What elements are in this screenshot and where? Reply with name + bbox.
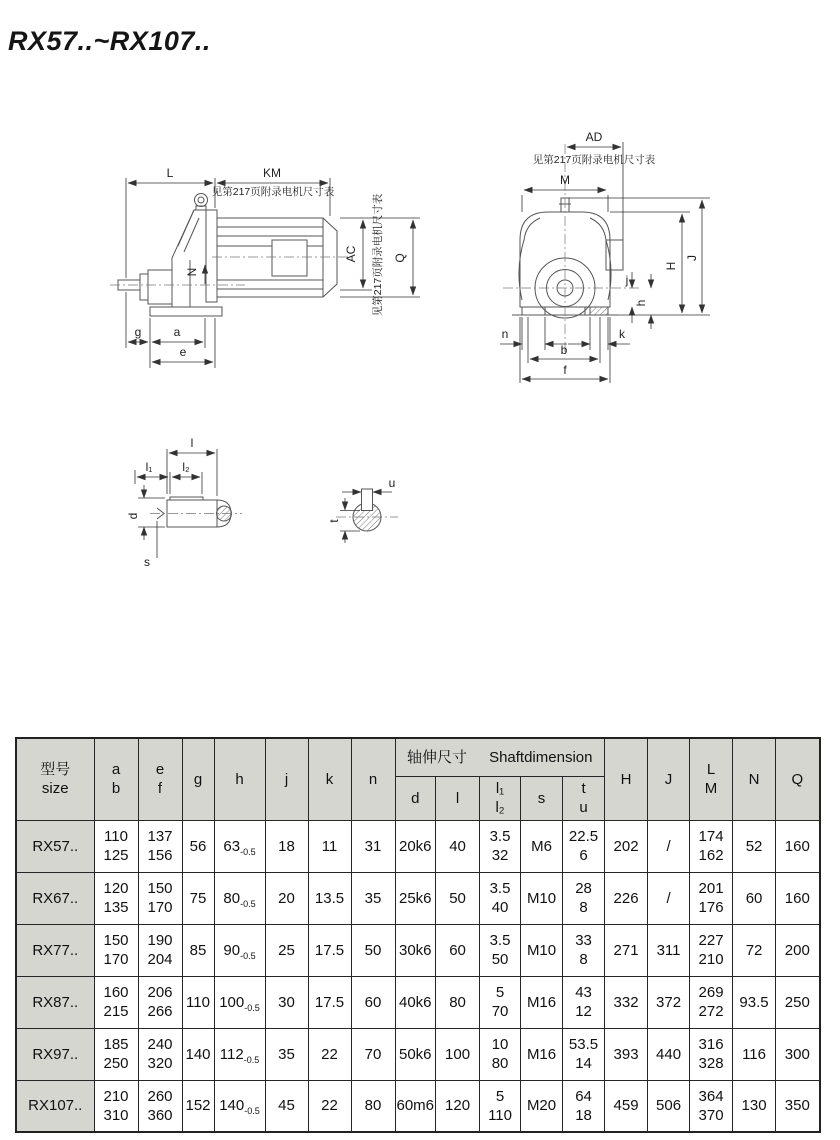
- cell-LM: [690, 924, 733, 976]
- header-line: l₁: [495, 780, 505, 797]
- cell-J: 311: [648, 924, 690, 976]
- cell-line: 137: [147, 828, 173, 845]
- cell-k: 13.5: [308, 872, 351, 924]
- cell-LM: [690, 872, 733, 924]
- cell-d: 25k6: [395, 872, 436, 924]
- cell-line: 185: [103, 1036, 129, 1053]
- cell-ab: [94, 872, 138, 924]
- col-header-h: h: [214, 738, 265, 820]
- table-row: [16, 924, 820, 976]
- cell-model: RX67..: [16, 872, 94, 924]
- col-header-LM: [690, 738, 733, 820]
- cell-j: 35: [265, 1028, 308, 1080]
- header-line: t: [581, 780, 586, 797]
- cell-N: 130: [733, 1080, 776, 1132]
- motor-note-rotated: 见第217页附录电机尺寸表: [372, 193, 384, 317]
- col-header-n: n: [351, 738, 395, 820]
- cell-N: 52: [733, 820, 776, 872]
- cell-line: 5: [495, 984, 505, 1001]
- cell-line: 240: [147, 1036, 173, 1053]
- dim-label-H: H: [664, 261, 678, 271]
- col-header-H: H: [605, 738, 648, 820]
- header-line: size: [41, 780, 69, 798]
- dimension-table: [15, 737, 821, 1133]
- cell-J: /: [648, 872, 690, 924]
- drawings-svg: [0, 100, 840, 580]
- dim-label-n: n: [501, 327, 509, 341]
- col-header-l1l2: [480, 776, 521, 820]
- cell-H: 271: [605, 924, 648, 976]
- cell-line: 14: [575, 1055, 592, 1072]
- cell-tu: [563, 924, 605, 976]
- front-view-drawing: [500, 130, 710, 383]
- dim-label-l: l: [190, 436, 194, 450]
- cell-l1l2: [480, 872, 521, 924]
- dim-label-t: t: [327, 519, 341, 523]
- cell-l1l2: [480, 924, 521, 976]
- dim-label-h: h: [634, 299, 648, 307]
- cell-tu: [563, 1028, 605, 1080]
- col-header-k: k: [308, 738, 351, 820]
- cell-J: 372: [648, 976, 690, 1028]
- cell-n: 60: [351, 976, 395, 1028]
- cell-line: 43: [575, 984, 592, 1001]
- dim-label-l2: l₂: [182, 460, 190, 474]
- cell-line: 201: [698, 880, 724, 897]
- cell-ef: [138, 924, 182, 976]
- technical-drawings: [0, 100, 840, 580]
- table-row: [16, 820, 820, 872]
- cell-ef: [138, 1028, 182, 1080]
- dim-label-u: u: [388, 476, 396, 490]
- cell-d: 40k6: [395, 976, 436, 1028]
- dim-label-KM: KM: [263, 166, 281, 180]
- cell-tu: [563, 820, 605, 872]
- table-row: [16, 976, 820, 1028]
- cell-line: 125: [103, 847, 129, 864]
- cell-line: 210: [103, 1087, 129, 1105]
- cell-line: 22.5: [568, 828, 599, 845]
- cell-model: RX77..: [16, 924, 94, 976]
- cell-h: [214, 872, 265, 924]
- header-line: b: [111, 780, 121, 798]
- cell-h: [214, 1080, 265, 1132]
- cell-k: 17.5: [308, 976, 351, 1028]
- dim-label-s: s: [144, 555, 150, 569]
- cell-h: [214, 1028, 265, 1080]
- dim-label-b: b: [560, 343, 568, 357]
- h-value: 100: [219, 993, 245, 1011]
- cell-line: 328: [698, 1055, 724, 1072]
- cell-Q: 200: [776, 924, 820, 976]
- cell-line: 360: [147, 1106, 173, 1124]
- cell-tu: [563, 976, 605, 1028]
- h-tolerance: -0.5: [244, 1002, 260, 1013]
- cell-ab: [94, 820, 138, 872]
- cell-s: M10: [521, 872, 563, 924]
- cell-ef: [138, 976, 182, 1028]
- motor-note-side: 见第217页附录电机尺寸表: [211, 186, 335, 198]
- cell-line: 210: [698, 951, 724, 968]
- cell-Q: 300: [776, 1028, 820, 1080]
- h-value: 90: [223, 941, 241, 959]
- cell-H: 332: [605, 976, 648, 1028]
- cell-h: [214, 820, 265, 872]
- cell-line: 204: [147, 951, 173, 968]
- cell-line: 120: [103, 880, 129, 897]
- cell-d: 50k6: [395, 1028, 436, 1080]
- cell-line: 12: [575, 1003, 592, 1020]
- cell-line: 3.5: [489, 880, 511, 897]
- col-header-d: d: [395, 776, 436, 820]
- cell-k: 17.5: [308, 924, 351, 976]
- cell-model: RX87..: [16, 976, 94, 1028]
- cell-H: 393: [605, 1028, 648, 1080]
- h-value: 80: [223, 889, 241, 907]
- cell-line: 64: [575, 1087, 592, 1105]
- dim-label-N: N: [185, 267, 199, 277]
- header-line: L: [706, 761, 716, 779]
- h-tolerance: -0.5: [243, 1054, 260, 1065]
- h-tolerance: -0.5: [244, 1106, 260, 1117]
- h-tolerance: -0.5: [240, 846, 256, 857]
- cell-line: 316: [698, 1036, 724, 1053]
- col-header-model: [16, 738, 94, 820]
- cell-line: 50: [491, 951, 509, 968]
- col-header-Q: Q: [776, 738, 820, 820]
- cell-model: RX107..: [16, 1080, 94, 1132]
- cell-line: 190: [147, 932, 173, 949]
- cell-line: 10: [491, 1036, 509, 1053]
- dim-label-L: L: [166, 166, 174, 180]
- cell-line: 3.5: [489, 932, 511, 949]
- cell-line: 320: [147, 1055, 173, 1072]
- cell-line: 370: [698, 1106, 724, 1124]
- col-header-N: N: [733, 738, 776, 820]
- table-row: [16, 1028, 820, 1080]
- cell-k: 22: [308, 1028, 351, 1080]
- cell-j: 30: [265, 976, 308, 1028]
- cell-ab: [94, 976, 138, 1028]
- cell-line: 32: [491, 847, 509, 864]
- cell-line: 53.5: [568, 1036, 599, 1053]
- cell-l: 100: [436, 1028, 480, 1080]
- cell-g: 152: [182, 1080, 214, 1132]
- cell-model: RX57..: [16, 820, 94, 872]
- cell-ab: [94, 1080, 138, 1132]
- cell-line: 310: [103, 1106, 129, 1124]
- cell-n: 35: [351, 872, 395, 924]
- cell-line: 170: [147, 899, 173, 916]
- cell-n: 70: [351, 1028, 395, 1080]
- cell-l: 120: [436, 1080, 480, 1132]
- cell-line: 3.5: [489, 828, 511, 845]
- cell-J: 506: [648, 1080, 690, 1132]
- col-header-l: l: [436, 776, 480, 820]
- cell-line: 272: [698, 1003, 724, 1020]
- cell-s: M20: [521, 1080, 563, 1132]
- cell-line: 110: [488, 1106, 512, 1124]
- cell-d: 30k6: [395, 924, 436, 976]
- cell-l: 40: [436, 820, 480, 872]
- col-header-tu: [563, 776, 605, 820]
- cell-N: 116: [733, 1028, 776, 1080]
- cell-g: 75: [182, 872, 214, 924]
- cell-s: M6: [521, 820, 563, 872]
- cell-n: 50: [351, 924, 395, 976]
- dim-label-k: k: [619, 327, 625, 341]
- dim-label-e: e: [179, 345, 187, 359]
- cell-line: 6: [579, 847, 588, 864]
- cell-g: 110: [182, 976, 214, 1028]
- cell-k: 22: [308, 1080, 351, 1132]
- cell-line: 33: [575, 932, 592, 949]
- cell-line: 150: [103, 932, 129, 949]
- cell-l: 60: [436, 924, 480, 976]
- cell-line: 8: [579, 899, 588, 916]
- cell-Q: 160: [776, 872, 820, 924]
- cell-N: 72: [733, 924, 776, 976]
- shaft-detail-drawing: [126, 436, 242, 569]
- cell-H: 202: [605, 820, 648, 872]
- col-header-g: g: [182, 738, 214, 820]
- cell-LM: [690, 820, 733, 872]
- table-row: [16, 872, 820, 924]
- cell-line: 18: [575, 1106, 592, 1124]
- cell-line: 250: [103, 1055, 129, 1072]
- cell-ab: [94, 1028, 138, 1080]
- cell-s: M16: [521, 976, 563, 1028]
- cell-N: 93.5: [733, 976, 776, 1028]
- cell-ef: [138, 820, 182, 872]
- cell-Q: 350: [776, 1080, 820, 1132]
- cell-d: 60m6: [395, 1080, 436, 1132]
- cell-ab: [94, 924, 138, 976]
- dim-label-J: J: [685, 255, 699, 261]
- cell-LM: [690, 1028, 733, 1080]
- h-value: 112: [219, 1045, 244, 1063]
- cell-line: 364: [698, 1087, 724, 1105]
- header-line: l₂: [495, 799, 505, 816]
- header-line: M: [704, 780, 718, 798]
- cell-h: [214, 976, 265, 1028]
- page-title: RX57..~RX107..: [8, 26, 211, 56]
- cell-J: /: [648, 820, 690, 872]
- dim-label-d: d: [126, 512, 140, 520]
- cell-line: 206: [147, 984, 173, 1001]
- cell-model: RX97..: [16, 1028, 94, 1080]
- cell-J: 440: [648, 1028, 690, 1080]
- cell-line: 110: [104, 828, 128, 845]
- cell-line: 40: [491, 899, 509, 916]
- cell-s: M10: [521, 924, 563, 976]
- cell-line: 28: [575, 880, 592, 897]
- h-value: 63: [223, 837, 241, 855]
- cell-line: 174: [698, 828, 724, 845]
- dim-label-f: f: [563, 363, 567, 377]
- dim-label-Q: Q: [393, 253, 407, 263]
- cell-k: 11: [308, 820, 351, 872]
- cell-line: 160: [103, 984, 129, 1001]
- cell-l: 80: [436, 976, 480, 1028]
- h-value: 140: [219, 1097, 245, 1115]
- dim-label-M: M: [560, 173, 570, 187]
- cell-LM: [690, 976, 733, 1028]
- side-view-drawing: [110, 166, 420, 368]
- cell-ef: [138, 872, 182, 924]
- table-row: [16, 1080, 820, 1132]
- cell-N: 60: [733, 872, 776, 924]
- col-header-j: j: [265, 738, 308, 820]
- header-line: a: [111, 761, 121, 779]
- h-tolerance: -0.5: [240, 950, 256, 961]
- cell-line: 170: [103, 951, 129, 968]
- cell-line: 5: [495, 1087, 505, 1105]
- cell-H: 226: [605, 872, 648, 924]
- col-header-ab: [94, 738, 138, 820]
- shaft-header-cn: 轴伸尺寸: [407, 748, 468, 766]
- dim-label-AD: AD: [585, 130, 603, 144]
- cell-l1l2: [480, 820, 521, 872]
- col-header-s: s: [521, 776, 563, 820]
- dim-label-a: a: [173, 325, 181, 339]
- cell-l: 50: [436, 872, 480, 924]
- cell-line: 8: [579, 951, 588, 968]
- cell-s: M16: [521, 1028, 563, 1080]
- cell-tu: [563, 1080, 605, 1132]
- cell-j: 20: [265, 872, 308, 924]
- col-header-ef: [138, 738, 182, 820]
- header-line: f: [157, 780, 163, 798]
- cell-line: 156: [147, 847, 173, 864]
- dim-label-AC: AC: [344, 245, 358, 263]
- cell-line: 70: [491, 1003, 509, 1020]
- cell-j: 25: [265, 924, 308, 976]
- cell-H: 459: [605, 1080, 648, 1132]
- cell-line: 80: [491, 1055, 509, 1072]
- shaft-section-drawing: [327, 476, 398, 543]
- cell-j: 18: [265, 820, 308, 872]
- col-header-J: J: [648, 738, 690, 820]
- cell-g: 56: [182, 820, 214, 872]
- cell-line: 260: [147, 1087, 173, 1105]
- cell-line: 176: [698, 899, 724, 916]
- cell-Q: 250: [776, 976, 820, 1028]
- cell-line: 215: [103, 1003, 129, 1020]
- cell-line: 162: [698, 847, 724, 864]
- cell-g: 140: [182, 1028, 214, 1080]
- motor-note-front: 见第217页附录电机尺寸表: [532, 154, 656, 166]
- dim-label-g: g: [134, 325, 142, 339]
- dim-label-j: j: [625, 273, 629, 287]
- cell-line: 227: [698, 932, 724, 949]
- cell-d: 20k6: [395, 820, 436, 872]
- cell-Q: 160: [776, 820, 820, 872]
- dim-label-l1: l₁: [145, 460, 153, 474]
- cell-ef: [138, 1080, 182, 1132]
- cell-n: 80: [351, 1080, 395, 1132]
- cell-LM: [690, 1080, 733, 1132]
- header-line: 型号: [40, 761, 71, 779]
- cell-l1l2: [480, 976, 521, 1028]
- cell-line: 266: [147, 1003, 173, 1020]
- cell-l1l2: [480, 1028, 521, 1080]
- cell-line: 135: [103, 899, 129, 916]
- h-tolerance: -0.5: [240, 898, 256, 909]
- cell-g: 85: [182, 924, 214, 976]
- cell-l1l2: [480, 1080, 521, 1132]
- cell-tu: [563, 872, 605, 924]
- col-group-shaft-dimension: [395, 738, 605, 776]
- header-line: e: [155, 761, 165, 779]
- cell-line: 269: [698, 984, 724, 1001]
- cell-h: [214, 924, 265, 976]
- header-line: u: [579, 799, 588, 816]
- cell-n: 31: [351, 820, 395, 872]
- cell-j: 45: [265, 1080, 308, 1132]
- cell-line: 150: [147, 880, 173, 897]
- shaft-header-en: Shaftdimension: [489, 748, 593, 766]
